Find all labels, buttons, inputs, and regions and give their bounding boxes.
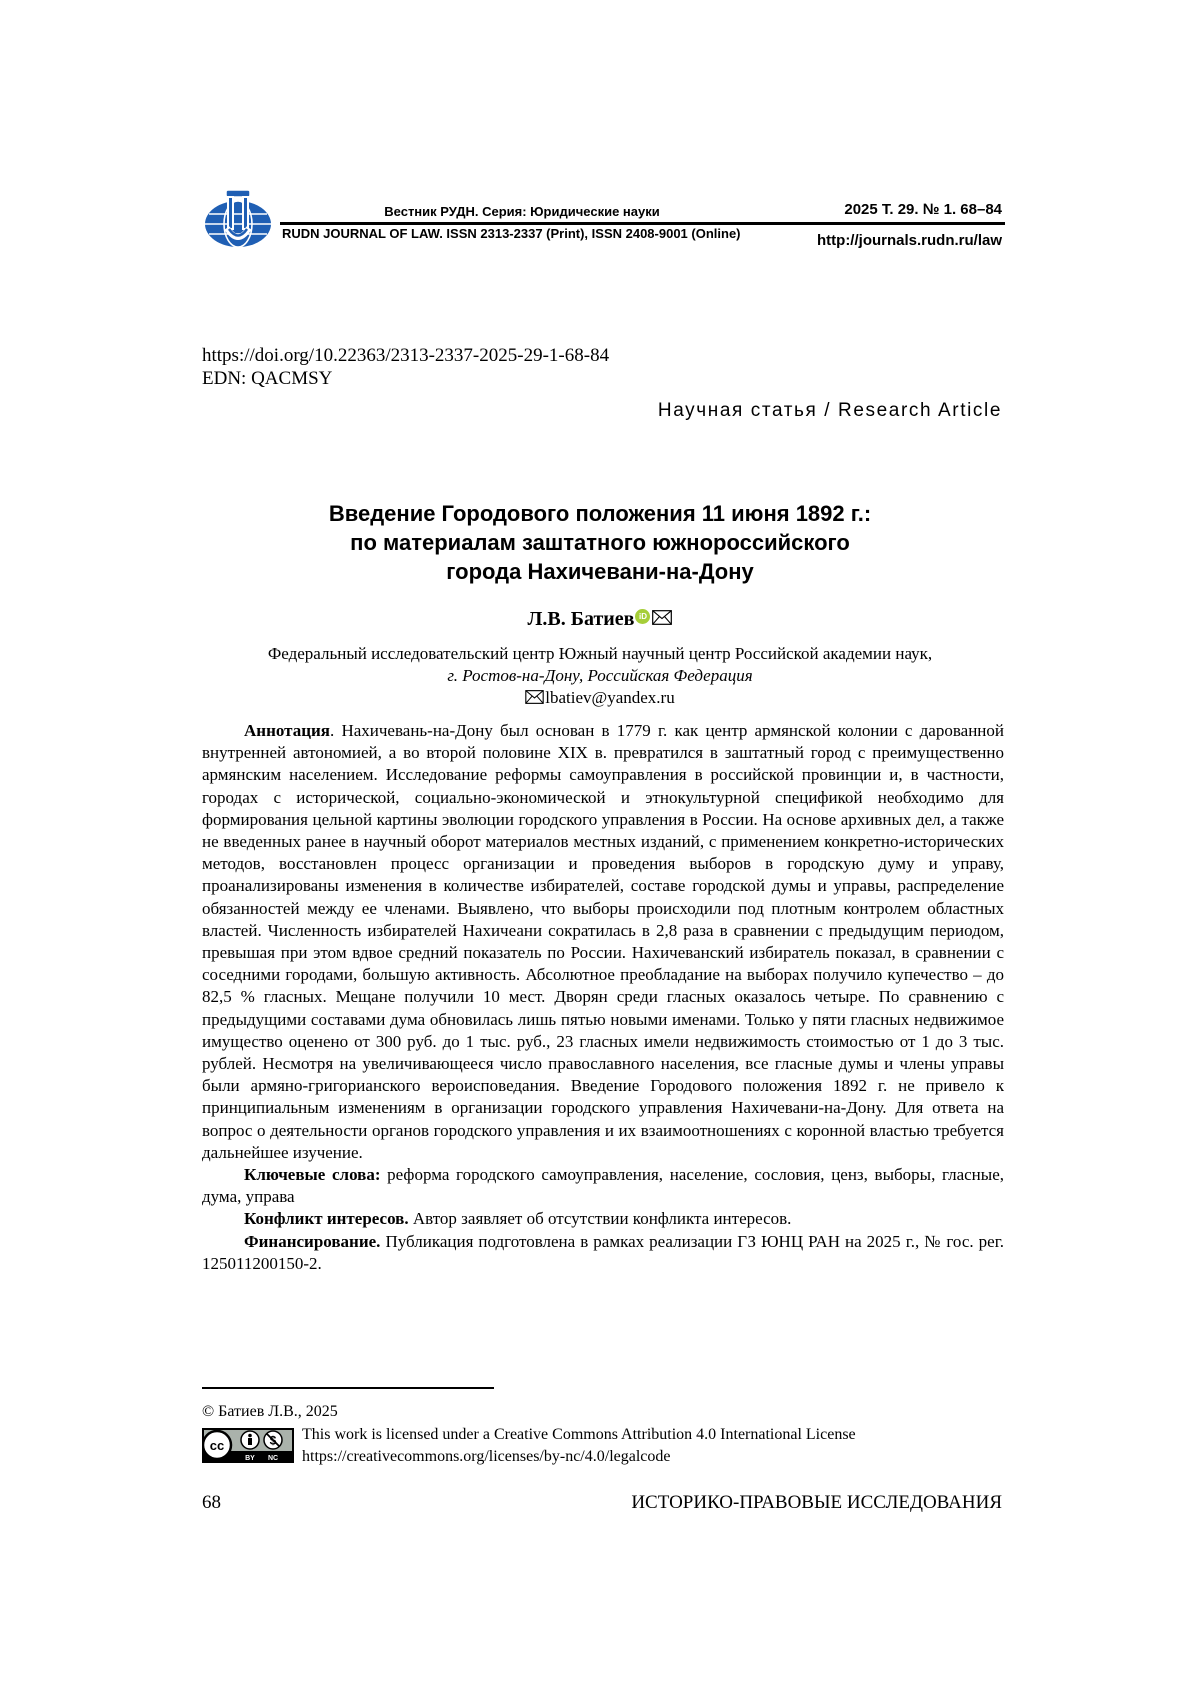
article-type: Научная статья / Research Article	[658, 400, 1002, 422]
edn-code: EDN: QACMSY	[202, 368, 332, 390]
title-line: по материалам заштатного южнороссийского	[200, 528, 1000, 557]
journal-series: Вестник РУДН. Серия: Юридические науки	[282, 204, 762, 219]
conflict-label: Конфликт интересов.	[244, 1209, 409, 1228]
footnote-rule	[202, 1387, 494, 1389]
article-title	[200, 499, 1000, 586]
funding	[202, 1231, 1004, 1275]
abstract-label: Аннотация	[244, 721, 330, 740]
keywords-text: реформа городского самоуправления, население, сословия, ценз, выборы, гласные, дума, управа	[202, 1165, 1004, 1206]
section-title: ИСТОРИКО-ПРАВОВЫЕ ИССЛЕДОВАНИЯ	[631, 1492, 1002, 1514]
author-email[interactable]: lbatiev@yandex.ru	[545, 688, 674, 707]
cc-by-nc-badge[interactable]	[202, 1428, 294, 1463]
title-line: города Нахичевани-на-Дону	[200, 557, 1000, 586]
funding-label: Финансирование.	[244, 1232, 380, 1251]
journal-issn: RUDN JOURNAL OF LAW. ISSN 2313-2337 (Print), ISSN 2408-9001 (Online)	[282, 226, 802, 241]
article-body	[202, 720, 1004, 1275]
issue-info: 2025 Т. 29. № 1. 68–84	[812, 201, 1002, 218]
license-statement[interactable]: This work is licensed under a Creative Commons Attribution 4.0 International License	[302, 1424, 856, 1446]
abstract	[202, 720, 1004, 1164]
orcid-icon[interactable]: iD	[635, 609, 650, 624]
email-line	[200, 687, 1000, 710]
rudn-logo	[202, 188, 274, 250]
journal-url[interactable]: http://journals.rudn.ru/law	[790, 232, 1002, 249]
license-url[interactable]: https://creativecommons.org/licenses/by-nc/4.0/legalcode	[302, 1446, 856, 1468]
keywords-label: Ключевые слова:	[244, 1165, 381, 1184]
author-block	[200, 608, 1000, 631]
keywords	[202, 1164, 1004, 1208]
author-name: Л.В. Батиев	[528, 608, 635, 630]
header-rule	[280, 222, 1005, 225]
funding-text: Публикация подготовлена в рамках реализации ГЗ ЮНЦ РАН на 2025 г., № гос. рег. 125011200150-2.	[202, 1232, 1004, 1273]
doi-link[interactable]: https://doi.org/10.22363/2313-2337-2025-29-1-68-84	[202, 345, 609, 367]
affiliation-city: г. Ростов-на-Дону, Российская Федерация	[200, 665, 1000, 687]
affiliation-block	[200, 643, 1000, 710]
conflict-text: Автор заявляет об отсутствии конфликта интересов.	[409, 1209, 792, 1228]
abstract-text: . Нахичевань-на-Дону был основан в 1779 г. как центр армянской колонии с дарованной внутренней автономией, а во второй половине XIX в. превратился в заштатный город с преимущественно армянским населением. Исследование реформы самоуправления в российской провинции и, в частности, городах с исторической, социально-экономической и этнокультурной спецификой необходимо для формирования цельной картины эволюции городского управления в России. На основе архивных дел, а также не введенных ранее в научный оборот материалов местных изданий, с применением конкретно-исторических методов, восстановлен процесс организации и проведения выборов в городскую думу и управу, проанализированы изменения в количестве избирателей, составе городской думы и управы, распределение обязанностей между ее членами. Выявлено, что выборы происходили под плотным контролем областных властей. Численность избирателей Нахичеани сократилась в 2,8 раза в сравнении с предыдущим периодом, превышая при этом вдвое средний показатель по России. Нахичеванский избиратель показал, в сравнении с соседними городами, большую активность. Абсолютное преобладание на выборах получило купечество – до 82,5 % гласных. Мещане получили 10 мест. Дворян среди гласных оказалось четыре. По сравнению с предыдущими составами дума обновилась лишь пятью новыми именами. Только у пяти гласных недвижимое имущество оценено от 300 руб. до 1 тыс. руб., 23 гласных имели недвижимость стоимостью от 1 до 3 тыс. рублей. Несмотря на увеличивающееся число православного населения, все гласные думы и члены управы были армяно-григорианского вероисповедания. Введение Городового положения 1892 г. не привело к принципиальным изменениям в организации городского управления Нахичевани-на-Дону. Для ответа на вопрос о деятельности органов городского управления и их взаимоотношениях с коронной властью требуется дальнейшее изучение.	[202, 721, 1004, 1162]
badge-nc-label: NC	[268, 1455, 278, 1462]
title-line: Введение Городового положения 11 июня 1892 г.:	[200, 499, 1000, 528]
envelope-icon	[525, 688, 544, 710]
svg-text:cc: cc	[210, 1438, 224, 1453]
badge-by-label: BY	[245, 1455, 255, 1462]
page-number: 68	[202, 1492, 221, 1514]
copyright: © Батиев Л.В., 2025	[202, 1403, 338, 1421]
envelope-icon[interactable]	[652, 608, 672, 631]
license-block	[302, 1424, 856, 1468]
conflict-of-interest	[202, 1208, 1004, 1230]
affiliation: Федеральный исследовательский центр Южный научный центр Российской академии наук,	[200, 643, 1000, 665]
